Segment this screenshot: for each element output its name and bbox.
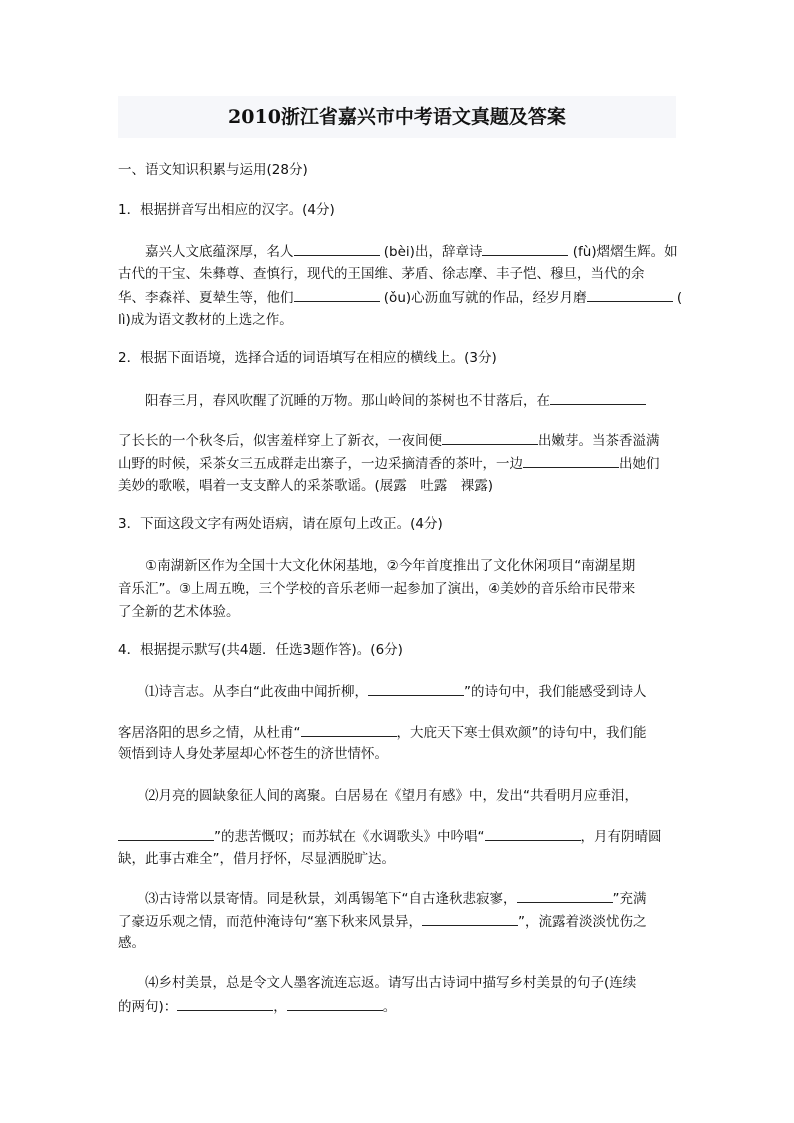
answer-blank[interactable]	[587, 286, 673, 302]
question-4-item-1-line-2: 客居洛阳的思乡之情，从杜甫“ ，大庇天下寒士俱欢颜”的诗句中，我们能	[118, 721, 678, 743]
question-4-item-3-line-2: 了豪迈乐观之情，而范仲淹诗句“塞下秋来风景异， ”，流露着淡淡忧伤之	[118, 910, 678, 932]
question-4-item-3-line-1: ⑶古诗常以景寄情。同是秋景，刘禹锡笔下“自古逢秋悲寂寥， ”充满	[118, 887, 678, 909]
question-2-line-4: 美妙的歌喉，唱着一支支醉人的采茶歌谣。(展露 吐露 裸露)	[118, 478, 494, 494]
answer-blank[interactable]	[294, 286, 380, 302]
answer-blank[interactable]	[442, 429, 538, 445]
question-2-line-2: 了长长的一个秋冬后，似害羞样穿上了新衣，一夜间便 出嫩芽。当茶香溢满	[118, 429, 678, 451]
answer-blank[interactable]	[301, 721, 397, 737]
question-1-line-2: 古代的干宝、朱彝尊、查慎行，现代的王国维、茅盾、徐志摩、丰子恺、穆旦，当代的余	[118, 266, 645, 282]
question-4-item-1-line-1: ⑴诗言志。从李白“此夜曲中闻折柳， ”的诗句中，我们能感受到诗人	[118, 680, 678, 702]
answer-blank[interactable]	[118, 825, 214, 841]
question-4-heading: 4．根据提示默写(共4题．任选3题作答)。(6分)	[118, 642, 403, 658]
question-3-line-3: 了全新的艺术体验。	[118, 604, 240, 620]
answer-blank[interactable]	[177, 995, 273, 1011]
question-1-line-3: 华、李森祥、夏辇生等，他们 (ǒu)心沥血写就的作品，经岁月磨 (	[118, 286, 678, 308]
question-4-item-3-line-3: 感。	[118, 935, 145, 951]
question-2-line-3: 山野的时候，采茶女三五成群走出寨子，一边采摘清香的茶叶，一边 出她们	[118, 452, 678, 474]
question-3-line-2: 音乐汇”。③上周五晚，三个学校的音乐老师一起参加了演出，④美妙的音乐给市民带来	[118, 581, 636, 597]
section-heading: 一、语文知识积累与运用(28分)	[118, 162, 308, 178]
question-2-heading: 2．根据下面语境，选择合适的词语填写在相应的横线上。(3分)	[118, 350, 497, 366]
answer-blank[interactable]	[368, 680, 464, 696]
answer-blank[interactable]	[482, 240, 568, 256]
question-4-item-2-line-2: ”的悲苦慨叹；而苏轼在《水调歌头》中吟唱“ ，月有阴晴圆	[118, 825, 678, 847]
answer-blank[interactable]	[550, 389, 646, 405]
answer-blank[interactable]	[294, 240, 380, 256]
question-3-heading: 3．下面这段文字有两处语病，请在原句上改正。(4分)	[118, 516, 443, 532]
question-4-item-4-line-1: ⑷乡村美景，总是令文人墨客流连忘返。请写出古诗词中描写乡村美景的句子(连续	[118, 975, 637, 991]
question-1-line-4: lì)成为语文教材的上选之作。	[118, 312, 293, 328]
answer-blank[interactable]	[287, 995, 383, 1011]
question-4-item-2-line-3: 缺，此事古难全”，借月抒怀，尽显洒脱旷达。	[118, 851, 395, 867]
question-3-line-1: ①南湖新区作为全国十大文化休闲基地，②今年首度推出了文化休闲项目“南湖星期	[118, 558, 636, 574]
answer-blank[interactable]	[517, 887, 613, 903]
page-title: 2010浙江省嘉兴市中考语文真题及答案	[228, 106, 566, 128]
question-4-item-4-line-2: 的两句)： ， 。	[118, 995, 678, 1017]
question-4-item-2-line-1: ⑵月亮的圆缺象征人间的离聚。白居易在《望月有感》中，发出“共看明月应垂泪，	[118, 788, 638, 804]
answer-blank[interactable]	[523, 452, 619, 468]
question-1-heading: 1．根据拼音写出相应的汉字。(4分)	[118, 202, 335, 218]
question-4-item-1-line-3: 领悟到诗人身处茅屋却心怀苍生的济世情怀。	[118, 746, 388, 762]
answer-blank[interactable]	[485, 825, 581, 841]
question-2-line-1: 阳春三月，春风吹醒了沉睡的万物。那山岭间的茶树也不甘落后，在	[118, 389, 678, 411]
question-1-line-1: 嘉兴人文底蕴深厚，名人 (bèi)出，辞章诗 (fù)熠熠生辉。如	[118, 240, 678, 262]
answer-blank[interactable]	[422, 910, 518, 926]
